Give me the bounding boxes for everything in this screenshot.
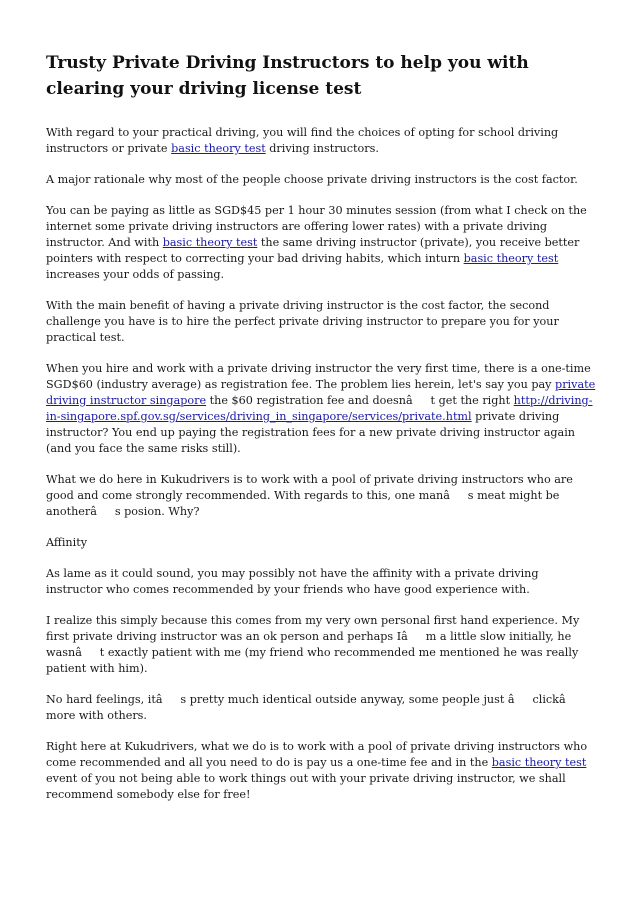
paragraph-affinity: As lame as it could sound, you may possibly not have the affinity with a private driving instructor who comes recommended by your friends who have good experience with. — [46, 567, 539, 596]
paragraph-text: event of you not being able to work things out with your private driving instructor, we shall recommend somebody else for free! — [46, 772, 566, 801]
paragraph-text: private driving instructor? You end up paying the registration fees for a new private driving instructor again (and you face the same risks still). — [46, 410, 575, 455]
paragraph-text: When you hire and work with a private driving instructor the very first time, there is a one-time SGD$60 (industry average) as registration fee. The problem lies herein, let's say you pay — [46, 362, 591, 391]
paragraph-no-hard-feelings: No hard feelings, itâs pretty much identical outside anyway, some people just âclickâ more with others. — [46, 693, 584, 722]
paragraph-text: With regard to your practical driving, you will find the choices of opting for school driving instructors or private — [46, 126, 559, 155]
paragraph-text: driving instructors. — [265, 142, 379, 155]
paragraph-kukudrivers-pool: What we do here in Kukudrivers is to work with a pool of private driving instructors who are good and come strongly recommended. With regards to this, one manâs meat might be anotherâs posion. Why? — [46, 473, 573, 518]
paragraph-affinity-heading: Affinity — [46, 536, 88, 549]
basic-theory-test-link[interactable]: basic theory test — [171, 142, 266, 155]
paragraph-cost-factor: A major rationale why most of the people choose private driving instructors is the cost factor. — [46, 173, 578, 186]
paragraph-recommendation — [46, 739, 598, 803]
basic-theory-test-link[interactable]: basic theory test — [162, 236, 258, 249]
paragraph-text: Right here at Kukudrivers, what we do is to work with a pool of private driving instructors who come recommended and all you need to do is pay us a one-time fee and in the — [46, 740, 588, 769]
paragraph-text: the $60 registration fee and doesnât get the right — [206, 394, 514, 407]
paragraph-pricing — [46, 203, 598, 283]
page-title: Trusty Private Driving Instructors to help you with clearing your driving license test — [46, 53, 529, 99]
paragraph-text: You can be paying as little as SGD$45 per 1 hour 30 minutes session (from what I check on the internet some private driving instructors are offering lower rates) with a private driving instructor. And with — [46, 204, 587, 249]
paragraph-text: increases your odds of passing. — [46, 268, 225, 281]
paragraph-intro — [46, 125, 598, 157]
spf-services-link[interactable]: http://driving-in-singapore.spf.gov.sg/services/driving_in_singapore/services/private.html — [46, 394, 593, 423]
basic-theory-test-link[interactable]: basic theory test — [491, 756, 587, 769]
paragraph-experience: I realize this simply because this comes from my very own personal first hand experience. My first private driving instructor was an ok person and perhaps Iâm a little slow initially, he wasnât exactly patient with me (my friend who recommended me mentioned he was really patient with him). — [46, 614, 580, 675]
basic-theory-test-link[interactable]: basic theory test — [463, 252, 559, 265]
document-page — [46, 50, 598, 818]
paragraph-registration-fee — [46, 361, 598, 457]
paragraph-second-challenge: With the main benefit of having a private driving instructor is the cost factor, the second challenge you have is to hire the perfect private driving instructor to prepare you for your practical test. — [46, 299, 559, 344]
paragraph-text: the same driving instructor (private), you receive better pointers with respect to correcting your bad driving habits, which inturn — [46, 236, 580, 265]
private-driving-instructor-link[interactable]: private driving instructor singapore — [46, 378, 596, 407]
